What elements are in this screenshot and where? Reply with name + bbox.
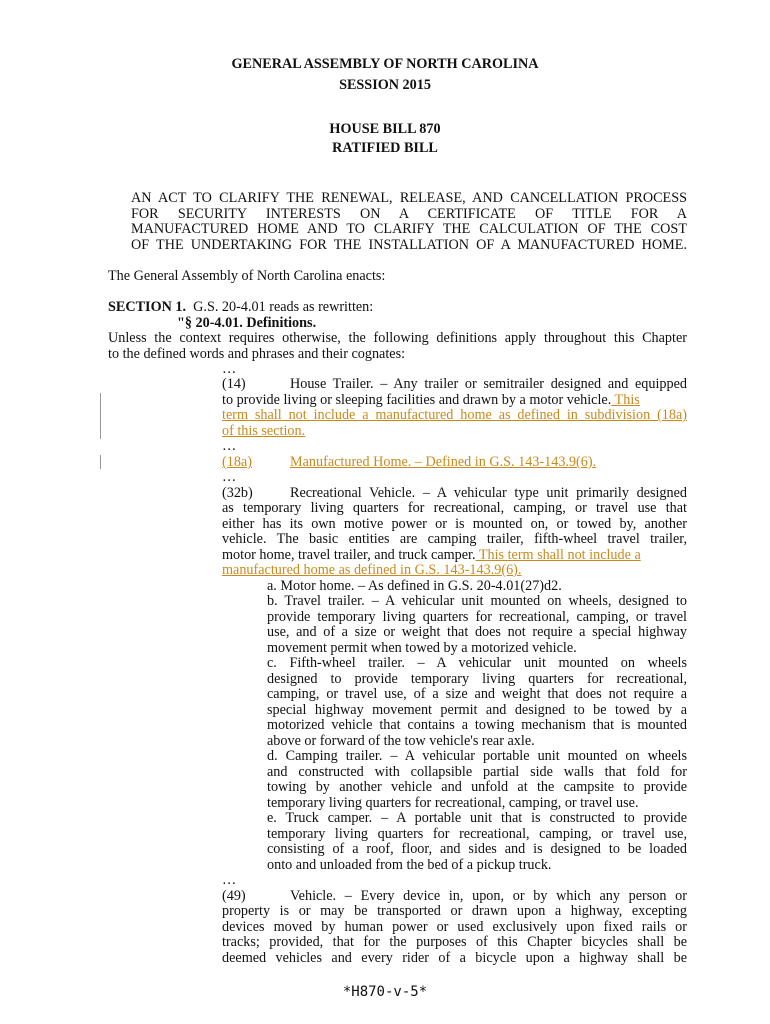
def-line: deemed vehicles and every rider of a bicycle upon a highway shall be — [222, 950, 687, 966]
def-number: (49) — [222, 888, 246, 904]
sub-item-line: c. Fifth-wheel trailer. – A vehicular unit mounted on wheels — [267, 655, 687, 671]
def-number: (14) — [222, 376, 246, 392]
act-title-line: AN ACT TO CLARIFY THE RENEWAL, RELEASE, AND CANCELLATION PROCESS — [131, 190, 687, 206]
sub-item-line: special highway movement permit and designed to be towed by a — [267, 702, 687, 718]
def-line: House Trailer. – Any trailer or semitrailer designed and equipped — [290, 376, 687, 392]
sub-item-line: consisting of a roof, floor, and sides and is designed to be loaded — [267, 841, 687, 857]
inserted-text: term shall not include a manufactured home as defined in subdivision (18a) — [222, 407, 687, 423]
section-label: SECTION 1. — [108, 299, 187, 315]
sub-item-line: b. Travel trailer. – A vehicular unit mounted on wheels, designed to — [267, 593, 687, 609]
sub-item-line: and constructed with collapsible partial side walls that fold for — [267, 764, 687, 780]
change-bar — [100, 455, 101, 469]
sub-item-line: onto and unloaded from the bed of a pickup truck. — [267, 857, 552, 873]
sub-item-line: movement permit when towed by a motorized vehicle. — [267, 640, 577, 656]
intro-line: to the defined words and phrases and their cognates: — [108, 346, 406, 362]
act-title-line: FOR SECURITY INTERESTS ON A CERTIFICATE OF TITLE FOR A — [131, 206, 687, 222]
session-title: SESSION 2015 — [339, 77, 431, 93]
def-line: Recreational Vehicle. – A vehicular type unit primarily designed — [290, 485, 687, 501]
section-text: G.S. 20-4.01 reads as rewritten: — [193, 299, 374, 315]
inserted-text: Manufactured Home. – Defined in G.S. 143-143.9(6). — [290, 454, 597, 470]
sub-item-line: e. Truck camper. – A portable unit that is constructed to provide — [267, 810, 687, 826]
sub-item-line: motorized vehicle that contains a towing mechanism that is mounted — [267, 717, 687, 733]
def-number: (18a) — [222, 454, 252, 470]
def-line: vehicle. The basic entities are camping trailer, fifth-wheel travel trailer, — [222, 531, 687, 547]
bill-number: HOUSE BILL 870 — [329, 121, 441, 137]
ellipsis: … — [222, 469, 237, 485]
def-line: tracks; provided, that for the purposes of this Chapter bicycles shall be — [222, 934, 687, 950]
sub-item-line: provide temporary living quarters for recreational, camping, or travel — [267, 609, 687, 625]
change-bar — [100, 393, 101, 439]
def-line: as temporary living quarters for recreational, camping, or travel use that — [222, 500, 687, 516]
def-line: Vehicle. – Every device in, upon, or by which any person or — [290, 888, 687, 904]
inserted-text: This — [611, 392, 640, 408]
def-line: either has its own motive power or is mounted on, or towed by, another — [222, 516, 687, 532]
sub-item-line: above or forward of the tow vehicle's rear axle. — [267, 733, 535, 749]
def-line: property is or may be transported or drawn upon a highway, excepting — [222, 903, 687, 919]
def-text: motor home, travel trailer, and truck camper. — [222, 547, 476, 563]
inserted-text: This term shall not include a — [475, 547, 641, 563]
enacting-clause: The General Assembly of North Carolina enacts: — [108, 268, 386, 284]
def-text: to provide living or sleeping facilities and drawn by a motor vehicle. — [222, 392, 612, 408]
inserted-text: of this section. — [222, 423, 306, 439]
def-number: (32b) — [222, 485, 253, 501]
sub-item-line: d. Camping trailer. – A vehicular portable unit mounted on wheels — [267, 748, 687, 764]
ellipsis: … — [222, 361, 237, 377]
bill-status: RATIFIED BILL — [332, 140, 438, 156]
page-footer-code: *H870-v-5* — [342, 984, 428, 1000]
sub-item-line: a. Motor home. – As defined in G.S. 20-4.01(27)d2. — [267, 578, 562, 594]
sub-item-line: use, and of a size or weight that does not require a special highway — [267, 624, 687, 640]
def-line: devices moved by human power or used exclusively upon fixed rails or — [222, 919, 687, 935]
statute-heading: "§ 20-4.01. Definitions. — [177, 315, 317, 331]
ellipsis: … — [222, 872, 237, 888]
inserted-text: manufactured home as defined in G.S. 143-143.9(6). — [222, 562, 522, 578]
section-1-line — [108, 300, 373, 316]
assembly-title: GENERAL ASSEMBLY OF NORTH CAROLINA — [231, 56, 539, 72]
sub-item-line: camping, or travel use, of a size and weight that does not require a — [267, 686, 687, 702]
act-title-line: MANUFACTURED HOME AND TO CLARIFY THE CALCULATION OF THE COST — [131, 221, 687, 237]
sub-item-line: temporary living quarters for recreational, camping, or travel use, — [267, 826, 687, 842]
ellipsis: … — [222, 438, 237, 454]
intro-line: Unless the context requires otherwise, the following definitions apply throughout this Chapter — [108, 330, 687, 346]
act-title-line: OF THE UNDERTAKING FOR THE INSTALLATION OF A MANUFACTURED HOME. — [131, 237, 687, 253]
sub-item-line: towing by another vehicle and unfold at the campsite to provide — [267, 779, 687, 795]
sub-item-line: temporary living quarters for recreational, camping, or travel use. — [267, 795, 639, 811]
sub-item-line: designed to provide temporary living quarters for recreational, — [267, 671, 687, 687]
